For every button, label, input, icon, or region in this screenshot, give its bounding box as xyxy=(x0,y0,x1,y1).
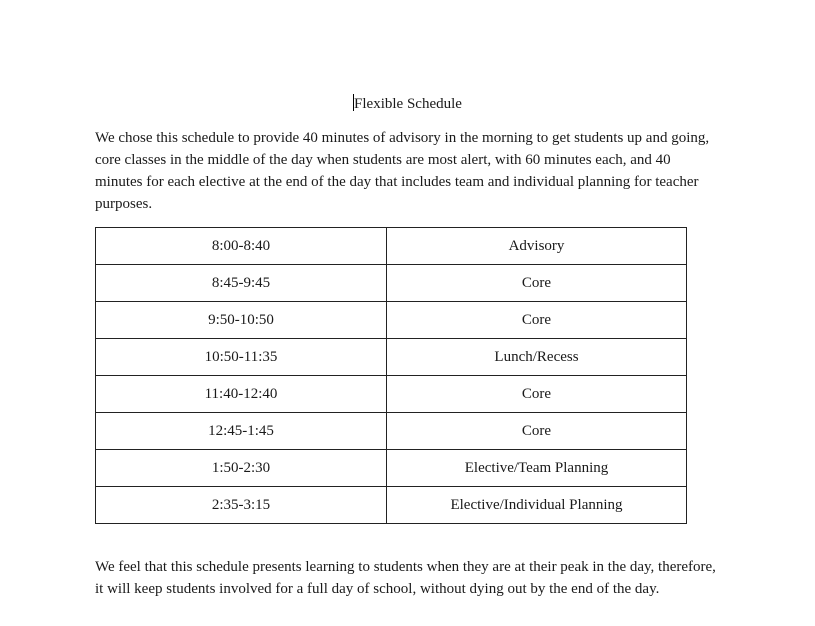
activity-cell: Core xyxy=(387,376,687,413)
document-title-line xyxy=(0,94,815,114)
time-cell: 8:00-8:40 xyxy=(96,228,387,265)
activity-cell: Core xyxy=(387,413,687,450)
time-cell: 9:50-10:50 xyxy=(96,302,387,339)
table-row xyxy=(96,228,687,265)
activity-cell: Core xyxy=(387,302,687,339)
activity-cell: Advisory xyxy=(387,228,687,265)
table-row xyxy=(96,487,687,524)
schedule-table xyxy=(95,227,687,524)
time-cell: 2:35-3:15 xyxy=(96,487,387,524)
table-row xyxy=(96,450,687,487)
time-cell: 1:50-2:30 xyxy=(96,450,387,487)
time-cell: 8:45-9:45 xyxy=(96,265,387,302)
table-row xyxy=(96,376,687,413)
table-row xyxy=(96,265,687,302)
table-row xyxy=(96,413,687,450)
activity-cell: Elective/Team Planning xyxy=(387,450,687,487)
document-title: Flexible Schedule xyxy=(354,96,462,112)
activity-cell: Elective/Individual Planning xyxy=(387,487,687,524)
table-row xyxy=(96,302,687,339)
activity-cell: Core xyxy=(387,265,687,302)
table-row xyxy=(96,339,687,376)
conclusion-paragraph: We feel that this schedule presents learning to students when they are at their peak in the day, therefore, it will keep students involved for a full day of school, without dying out by the end of the day. xyxy=(95,559,716,597)
time-cell: 12:45-1:45 xyxy=(96,413,387,450)
activity-cell: Lunch/Recess xyxy=(387,339,687,376)
time-cell: 10:50-11:35 xyxy=(96,339,387,376)
intro-paragraph: We chose this schedule to provide 40 minutes of advisory in the morning to get students up and going, core classes in the middle of the day when students are most alert, with 60 minutes each, and 40 minutes for each elective at the end of the day that includes team and individual planning for teacher purposes. xyxy=(95,130,710,212)
time-cell: 11:40-12:40 xyxy=(96,376,387,413)
